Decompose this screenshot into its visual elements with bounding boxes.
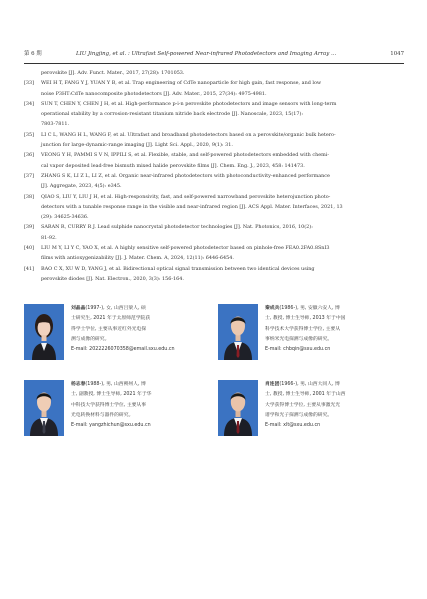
bio-line: 士, 副教授, 博士生导师, 2021 年于华: [71, 392, 152, 398]
author-name: 杨志春: [71, 382, 86, 387]
reference-line: 81-92.: [41, 234, 57, 241]
running-header: [24, 50, 404, 64]
reference-item: [24, 68, 404, 78]
reference-item: [24, 99, 404, 130]
reference-line: SUN T, CHEN Y, CHEN J H, et al. High-performance p-i-n perovskite photodetectors and image sensors with long-term: [41, 100, 337, 107]
reference-number: [34]: [24, 100, 35, 107]
bio-line: 得学士学位, 主要从事近红外光电探: [71, 326, 147, 332]
reference-item: [24, 192, 404, 223]
reference-line: films with antioxygenizability [J]. J. Mater. Chem. A, 2024, 12(11): 6446-6454.: [41, 255, 234, 262]
author-bio-text: [265, 304, 415, 355]
author-bio-qin: [218, 304, 416, 378]
author-bio-yang: [24, 380, 222, 454]
page-number: 1047: [390, 51, 404, 57]
reference-line: LI C L, WANG H L, WANG F, et al. Ultrafast and broadband photodetectors based on a perovskite/organic bulk hetero-: [41, 131, 336, 138]
bio-line: (1997-), 女, 山西吕梁人, 硕: [85, 306, 146, 311]
bio-line: 科学技术大学获得博士学位, 主要从: [265, 326, 341, 332]
reference-number: [41]: [24, 265, 35, 272]
reference-line: QIAO S, LIU Y, LIU J H, et al. High-responsivity, fast, and self-powered narrowband perovskite heterojunction photo-: [41, 193, 331, 200]
bio-line: 大学获得博士学位, 主要从事激光光: [265, 402, 341, 408]
reference-line: SARAN R, CURRY R J. Lead sulphide nanocrystal photodetector technologies [J]. Nat. Photonics, 2016, 10(2):: [41, 224, 313, 231]
author-email: E-mail: 2022226070358@email.sxu.edu.cn: [71, 347, 175, 353]
author-name: 秦成兵: [265, 306, 280, 311]
bio-line: (1988-), 男, 山西朔州人, 博: [85, 382, 146, 387]
bio-line: 中科技大学获得博士学位, 主要从事: [71, 402, 147, 408]
author-photo-qin: [218, 304, 258, 360]
author-email: E-mail: yangzhichun@sxu.edu.cn: [71, 423, 151, 429]
bio-line: 测与成像的研究。: [71, 336, 110, 342]
author-bio-liu: [24, 304, 222, 378]
author-bio-text: [71, 304, 221, 355]
bio-line: 士, 教授, 博士生导师, 2013 年于中国: [265, 316, 346, 322]
author-name: 肖连团: [265, 382, 280, 387]
reference-number: [40]: [24, 245, 35, 252]
author-bio-xiao: [218, 380, 416, 454]
reference-line: operational stability by a corrosion-resistant titanium nitride back electrode [J]. Nanoscale, 2023, 15(17):: [41, 111, 304, 118]
bio-line: 事纳米光电探测与成像的研究。: [265, 336, 333, 342]
author-bio-text: [71, 380, 221, 431]
author-photo-liu: [24, 304, 64, 360]
reference-line: detectors with a tunable response range in the visible and near-infrared region [J]. ACS Appl. Mater. Interfaces, 2021, 13: [41, 203, 343, 210]
reference-item: [24, 222, 404, 243]
reference-number: [39]: [24, 224, 35, 231]
reference-number: [35]: [24, 131, 35, 138]
reference-line: [J]. Aggregate, 2023, 4(5): e345.: [41, 183, 122, 190]
reference-item: [24, 78, 404, 99]
running-title: LIU Jingjing, et al. : Ultrafast Self-powered Near-infrared Photodetectors and Imaging Array …: [76, 51, 337, 57]
reference-item: [24, 243, 404, 264]
reference-item: [24, 150, 404, 171]
reference-line: 7803-7811.: [41, 121, 70, 128]
reference-number: [36]: [24, 152, 35, 159]
bio-line: 士, 教授, 博士生导师, 2001 年于山西: [265, 392, 346, 398]
reference-item: [24, 130, 404, 151]
reference-line: (29): 34625-34636.: [41, 214, 89, 221]
reference-number: [33]: [24, 80, 35, 87]
reference-line: LIU M Y, LI Y C, YAO X, et al. A highly sensitive self-powered photodetector based on pinhole-free FEA0.2FA0.8SnI3: [41, 245, 330, 252]
bio-line: 谱学和光子探测与成像的研究。: [265, 412, 333, 418]
bio-line: (1986-), 男, 安徽六安人, 博: [279, 306, 340, 311]
author-bio-text: [265, 380, 415, 431]
reference-list: [24, 68, 404, 284]
reference-number: [37]: [24, 172, 35, 179]
bio-line: 士研究生, 2021 年于太原师范学院获: [71, 316, 151, 322]
reference-item: [24, 264, 404, 285]
author-name: 刘晶晶: [71, 306, 86, 311]
reference-line: BAO C X, XU W D, YANG J, et al. Bidirectional optical signal transmission between two identical devices using: [41, 265, 315, 272]
bio-line: 光电转换材料与器件的研究。: [71, 412, 134, 418]
reference-line: WEI H T, FANG Y J, YUAN Y B, et al. Trap engineering of CdTe nanoparticle for high gain, fast response, and low: [41, 80, 322, 87]
reference-line: ZHANG S K, LI Z L, LI Z, et al. Organic near-infrared photodetectors with photoconductivity-enhanced performance: [41, 172, 330, 179]
reference-line: noise P3HT:CdTe nanocomposite photodetectors [J]. Adv. Mater., 2015, 27(34): 4975-4981.: [41, 90, 267, 97]
reference-line: cal vapor deposited lead-free bismuth mixed halide perovskite films [J]. Chem. Eng. J., 2023, 458: 141473.: [41, 162, 305, 169]
issue-number: 第 6 期: [24, 51, 42, 57]
author-photo-yang: [24, 380, 64, 436]
reference-number: [38]: [24, 193, 35, 200]
author-photo-xiao: [218, 380, 258, 436]
reference-line: perovskite [J]. Adv. Funct. Mater., 2017, 27(28): 1701053.: [41, 70, 185, 76]
reference-line: perovskite diodes [J]. Nat. Electron., 2020, 3(3): 156-164.: [41, 275, 184, 282]
author-email: E-mail: chbqin@sxu.edu.cn: [265, 347, 331, 353]
bio-line: (1966-), 男, 山西大同人, 博: [279, 382, 340, 387]
reference-item: [24, 171, 404, 192]
author-email: E-mail: xlt@sxu.edu.cn: [265, 423, 321, 429]
reference-line: junction for large-dynamic-range imaging [J]. Light Sci. Appl., 2020, 9(1): 31.: [41, 142, 233, 149]
reference-line: VEONG Y H, PAMMI S V N, IPPILI S, et al. Flexible, stable, and self-powered photodetectors embedded with chemi-: [41, 152, 329, 159]
